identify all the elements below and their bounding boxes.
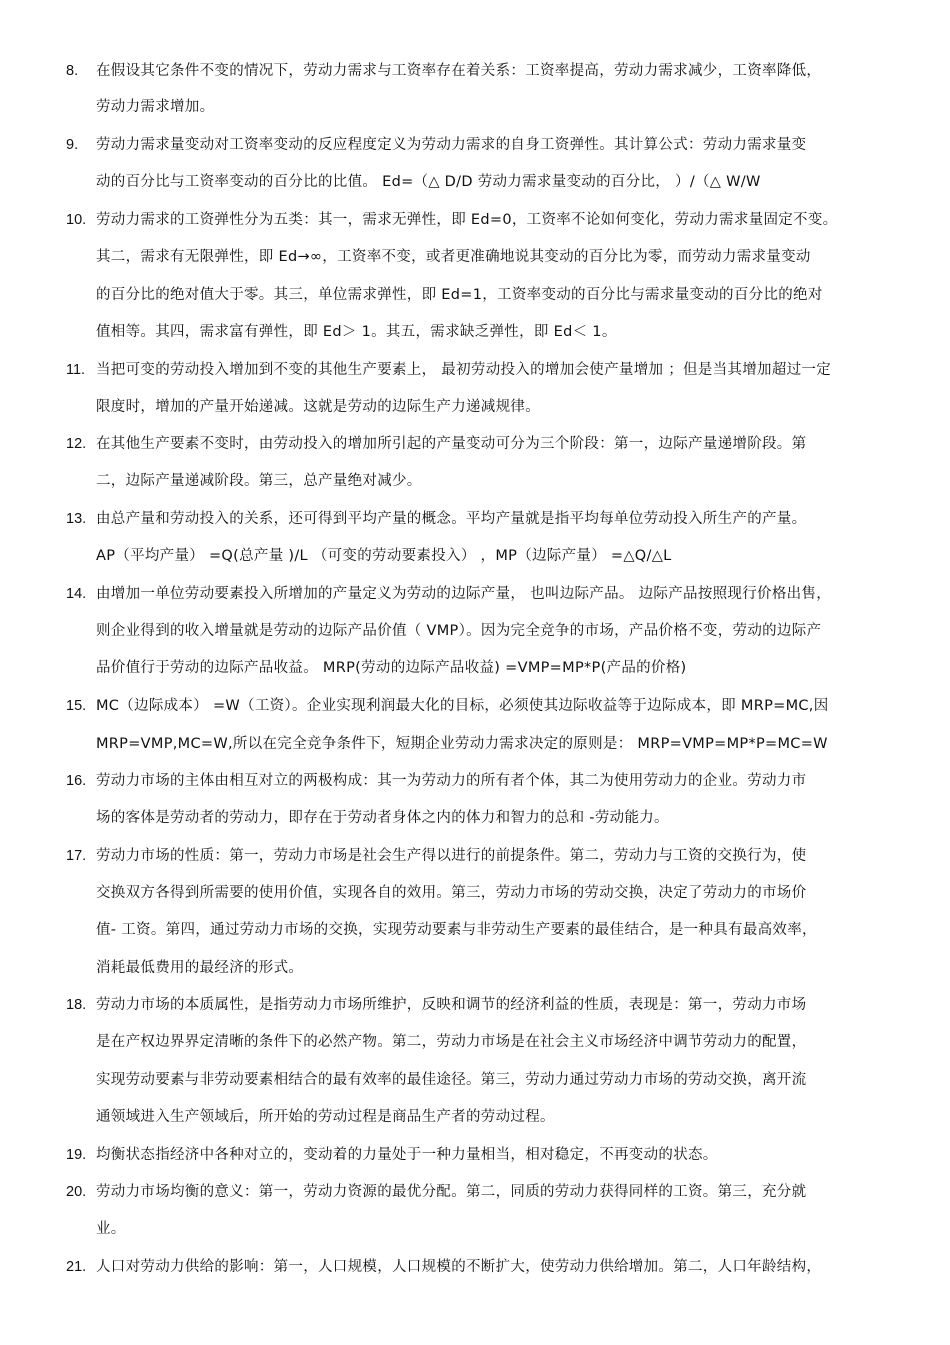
item-number: 12. — [66, 436, 87, 452]
paragraph-line: 场的客体是劳动者的劳动力，即存在于劳动者身体之内的体力和智力的总和 -劳动能力。 — [96, 810, 669, 826]
item-number: 21. — [66, 1259, 87, 1275]
item-number: 8. — [66, 63, 79, 79]
paragraph-line: 在其他生产要素不变时，由劳动投入的增加所引起的产量变动可分为三个阶段：第一，边际产量递增阶段。第 — [96, 436, 807, 452]
paragraph-line: 当把可变的劳动投入增加到不变的其他生产要素上， 最初劳动投入的增加会使产量增加 ；但是当其增加超过一定 — [96, 362, 832, 378]
paragraph-line: 的百分比的绝对值大于零。其三，单位需求弹性，即 Ed=1，工资率变动的百分比与需求量变动的百分比的绝对 — [96, 287, 823, 303]
formula-line: MRP=VMP,MC=W,所以在完全竞争条件下，短期企业劳动力需求决定的原则是： MRP=VMP=MP*P=MC=W — [96, 736, 828, 752]
item-number: 14. — [66, 586, 87, 602]
paragraph-line: 由增加一单位劳动要素投入所增加的产量定义为劳动的边际产量， 也叫边际产品。 边际产品按照现行价格出售， — [96, 586, 832, 602]
item-number: 20. — [66, 1184, 87, 1200]
item-number: 19. — [66, 1147, 87, 1163]
formula-line: AP（平均产量） =Q(总产量 )/L （可变的劳动要素投入） ，MP（边际产量） =△Q/△L — [96, 548, 672, 564]
item-number: 10. — [66, 212, 87, 228]
paragraph-line: 值- 工资。第四，通过劳动力市场的交换，实现劳动要素与非劳动生产要素的最佳结合，是一种具有最高效率， — [96, 922, 817, 938]
paragraph-line: 劳动力市场的本质属性，是指劳动力市场所维护，反映和调节的经济利益的性质，表现是：第一，劳动力市场 — [96, 997, 807, 1013]
paragraph-line: 业。 — [96, 1221, 126, 1237]
paragraph-line: 均衡状态指经济中各种对立的，变动着的力量处于一种力量相当，相对稳定，不再变动的状态。 — [96, 1147, 718, 1163]
paragraph-line: 其二，需求有无限弹性，即 Ed→∞，工资率不变，或者更准确地说其变动的百分比为零，而劳动力需求量变动 — [96, 249, 811, 265]
paragraph-line: 劳动力市场的性质：第一，劳动力市场是社会生产得以进行的前提条件。第二，劳动力与工资的交换行为，使 — [96, 848, 807, 864]
paragraph-line: 劳动力市场均衡的意义：第一，劳动力资源的最优分配。第二，同质的劳动力获得同样的工资。第三，充分就 — [96, 1184, 807, 1200]
paragraph-line: 通领域进入生产领域后，所开始的劳动过程是商品生产者的劳动过程。 — [96, 1109, 555, 1125]
paragraph-line: 是在产权边界界定清晰的条件下的必然产物。第二，劳动力市场是在社会主义市场经济中调节劳动力的配置， — [96, 1034, 807, 1050]
item-number: 11. — [66, 362, 86, 378]
paragraph-line: 劳动力需求增加。 — [96, 99, 215, 115]
paragraph-line: 则企业得到的收入增量就是劳动的边际产品价值（ VMP）。因为完全竞争的市场，产品价格不变，劳动的边际产 — [96, 623, 822, 639]
item-number: 18. — [66, 997, 87, 1013]
item-number: 17. — [66, 848, 87, 864]
paragraph-line: MC（边际成本） =W（工资）。企业实现利润最大化的目标，必须使其边际收益等于边际成本，即 MRP=MC,因 — [96, 698, 829, 714]
item-number: 15. — [66, 698, 87, 714]
paragraph-line: 值相等。其四，需求富有弹性，即 Ed＞ 1。其五，需求缺乏弹性，即 Ed＜ 1。 — [96, 324, 617, 340]
paragraph-line: 人口对劳动力供给的影响：第一，人口规模，人口规模的不断扩大，使劳动力供给增加。第二，人口年龄结构， — [96, 1259, 822, 1275]
paragraph-line: 在假设其它条件不变的情况下，劳动力需求与工资率存在着关系：工资率提高，劳动力需求减少，工资率降低， — [96, 63, 822, 79]
paragraph-line: 劳动力市场的主体由相互对立的两极构成：其一为劳动力的所有者个体，其二为使用劳动力的企业。劳动力市 — [96, 773, 807, 789]
item-number: 9. — [66, 137, 79, 153]
paragraph-line: 劳动力需求的工资弹性分为五类：其一，需求无弹性，即 Ed=0，工资率不论如何变化，劳动力需求量固定不变。 — [96, 212, 838, 228]
paragraph-line: 实现劳动要素与非劳动要素相结合的最有效率的最佳途径。第三，劳动力通过劳动力市场的劳动交换，离开流 — [96, 1072, 807, 1088]
item-number: 13. — [66, 511, 87, 527]
paragraph-line: 交换双方各得到所需要的使用价值，实现各自的效用。第三，劳动力市场的劳动交换，决定了劳动力的市场价 — [96, 885, 807, 901]
paragraph-line: 限度时，增加的产量开始递减。这就是劳动的边际生产力递减规律。 — [96, 399, 540, 415]
paragraph-line: 劳动力需求量变动对工资率变动的反应程度定义为劳动力需求的自身工资弹性。其计算公式：劳动力需求量变 — [96, 137, 807, 153]
paragraph-line: 二，边际产量递减阶段。第三，总产量绝对减少。 — [96, 473, 422, 489]
item-number: 16. — [66, 773, 87, 789]
paragraph-line: 由总产量和劳动投入的关系，还可得到平均产量的概念。平均产量就是指平均每单位劳动投入所生产的产量。 — [96, 511, 807, 527]
paragraph-line: 动的百分比与工资率变动的百分比的比值。 Ed=（△ D/D 劳动力需求量变动的百分比， ）/（△ W/W — [96, 174, 761, 190]
formula-line: 品价值行于劳动的边际产品收益。 MRP(劳动的边际产品收益) =VMP=MP*P(产品的价格) — [96, 660, 687, 676]
paragraph-line: 消耗最低费用的最经济的形式。 — [96, 960, 304, 976]
